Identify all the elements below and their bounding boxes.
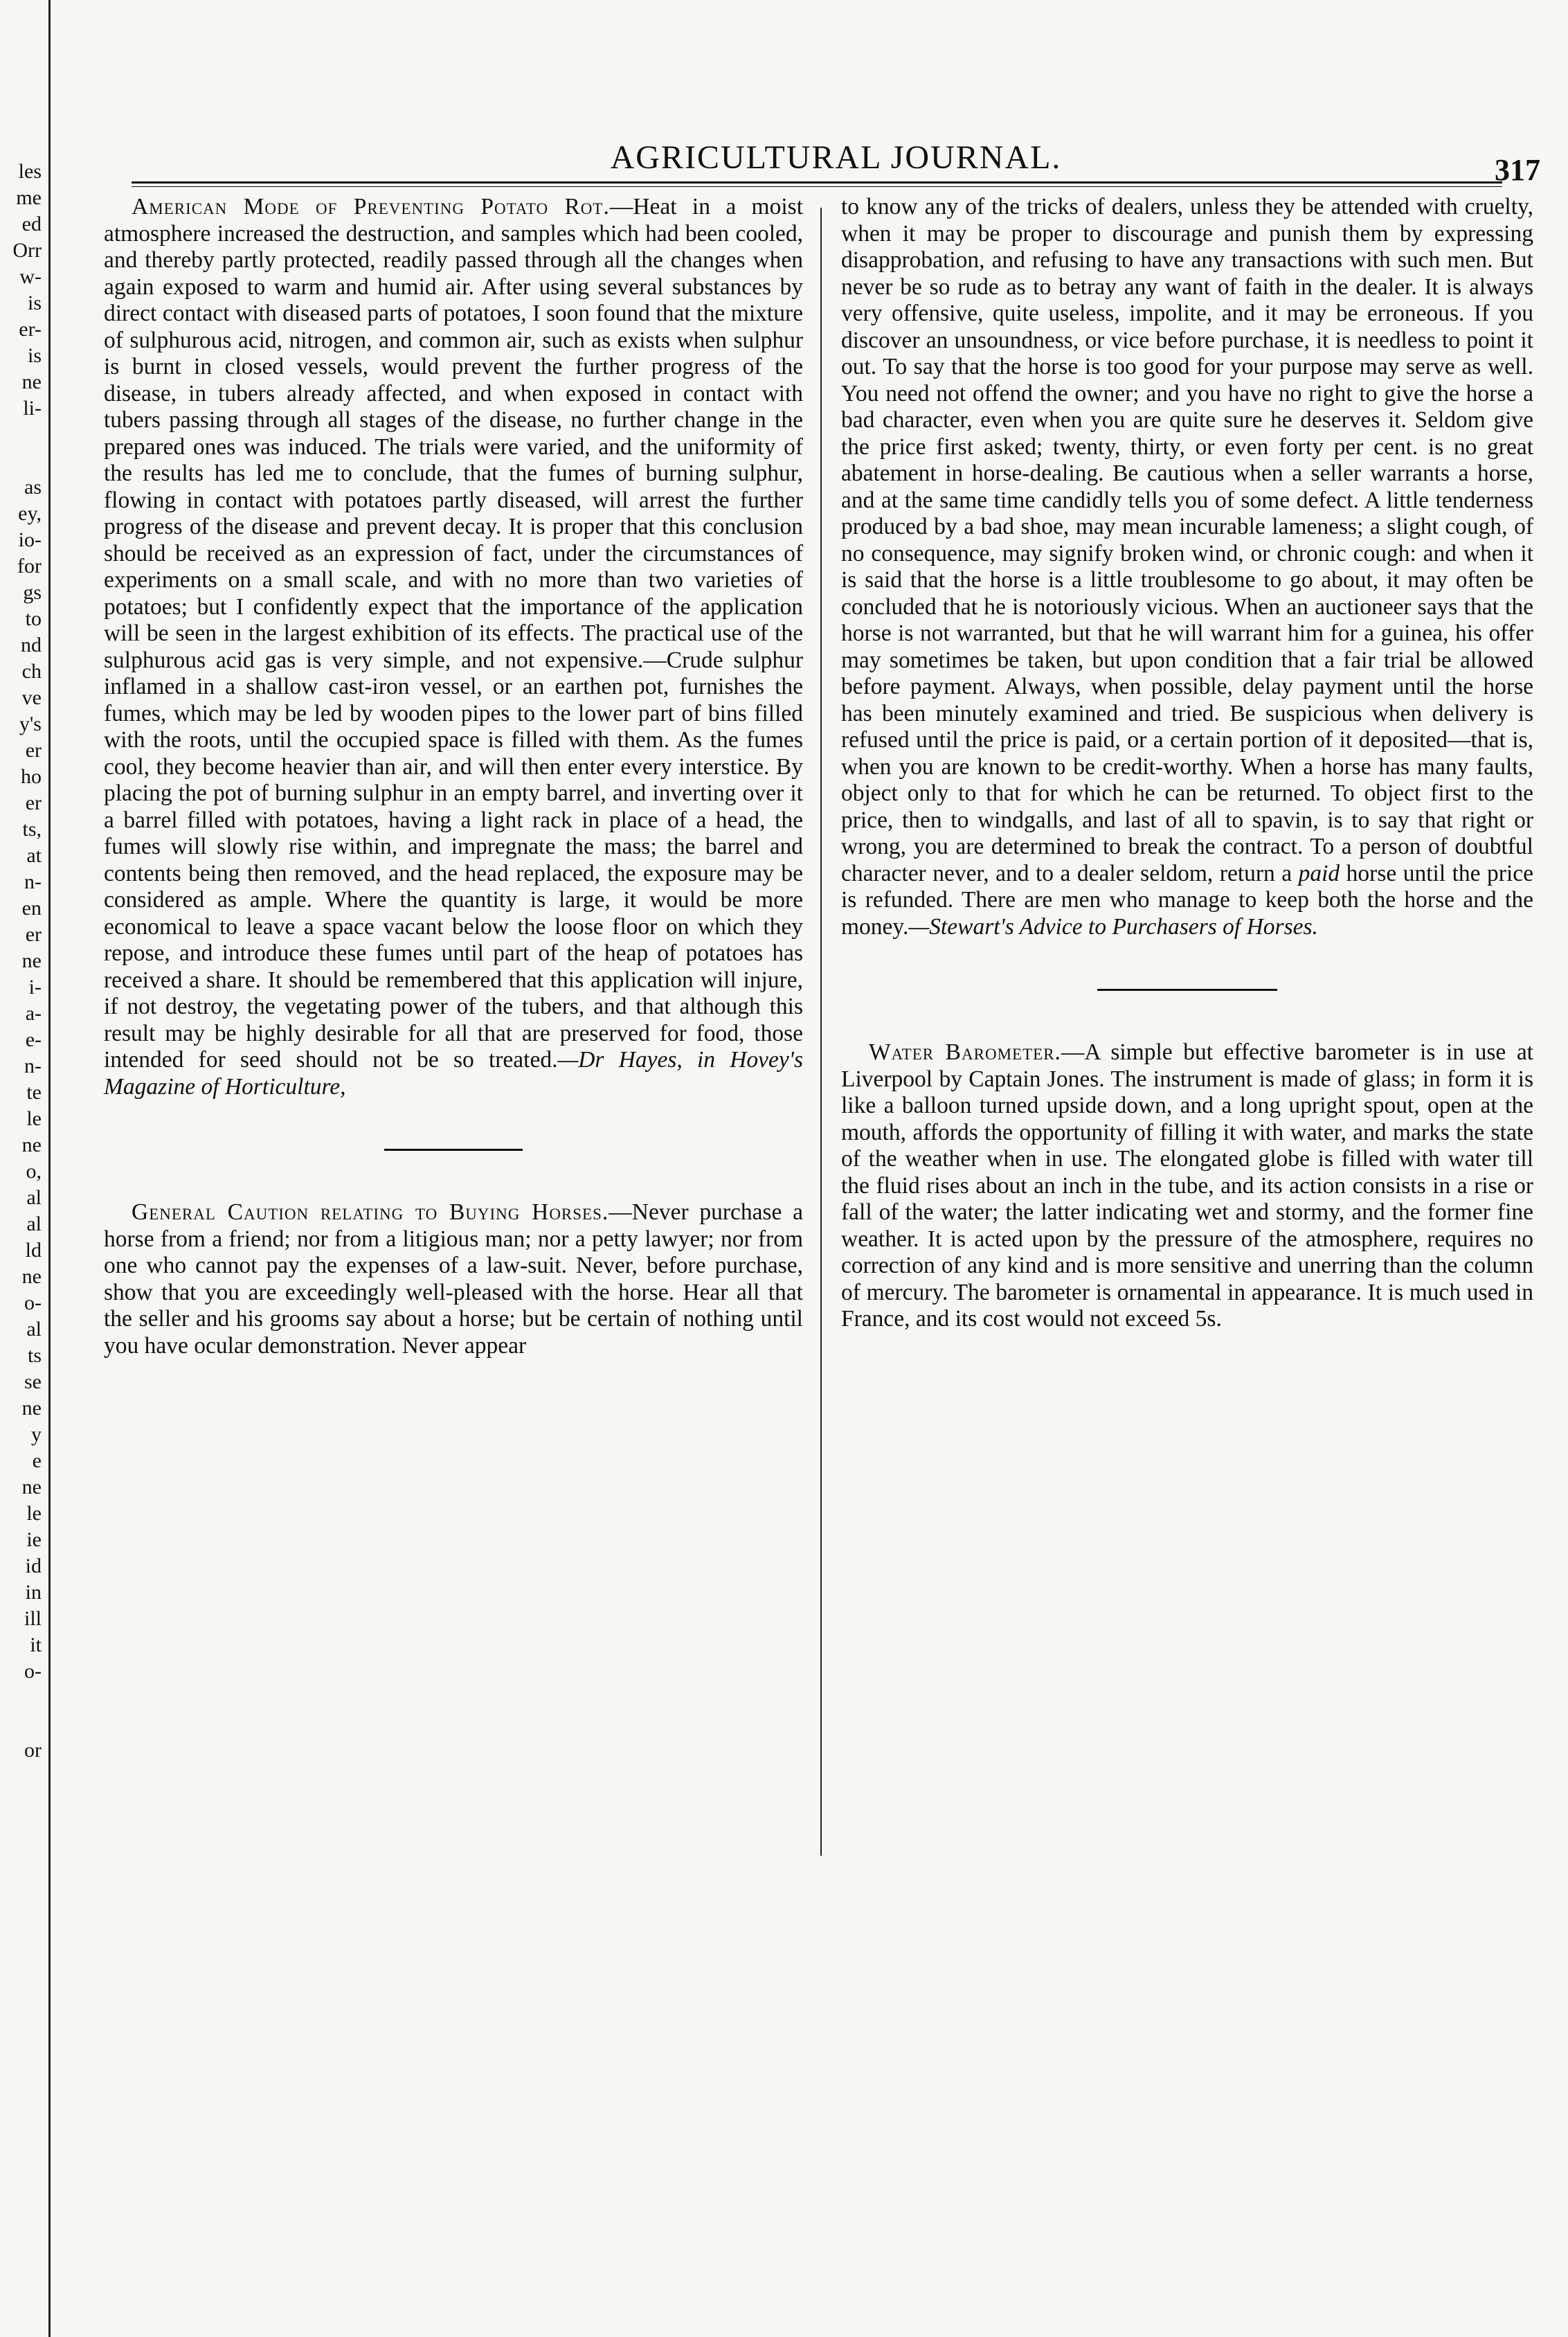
margin-fragment: le xyxy=(26,1107,42,1130)
margin-fragment: it xyxy=(30,1633,42,1656)
margin-fragment: at xyxy=(26,844,42,867)
margin-fragment: gs xyxy=(23,581,42,604)
margin-fragment: ho xyxy=(21,765,42,788)
margin-fragment: ne xyxy=(21,1397,42,1420)
margin-fragment: ne xyxy=(21,1134,42,1156)
margin-fragment: i- xyxy=(28,976,42,999)
margin-fragment: o, xyxy=(26,1160,42,1183)
margin-fragment: is xyxy=(27,292,42,314)
margin-fragment: er xyxy=(25,923,42,946)
article-title: American Mode of Preventing Potato Rot. xyxy=(132,194,610,220)
margin-fragment: e- xyxy=(25,1028,42,1051)
margin-fragment: y xyxy=(31,1423,42,1446)
margin-fragment: ie xyxy=(26,1528,42,1551)
article-body: —A simple but effective barometer is in use at Liverpool by Captain Jones. The instrument is made of glass; in form it is like a balloon turned upside down, and a long upright spout, open at the mouth, affords the opportunity of filling it with water, and marks the state of the weather when in use. The elongated globe is filled with water till the fluid rises about an inch in the tube, and its action consists in a rise or fall of the water; the latter indicating wet and stormy, and the former fine weather. It is acted upon by the pressure of the atmosphere, requires no correction of any kind and is more sensitive and unerring than the column of mercury. The barometer is ornamental in appearance. It is much used in France, and its cost would not exceed 5s. xyxy=(841,1039,1533,1332)
margin-fragment: li- xyxy=(23,397,42,420)
margin-fragment: nd xyxy=(21,634,42,656)
article-attribution: —Stewart's Advice to Purchasers of Horses. xyxy=(908,913,1318,940)
margin-fragment: y's xyxy=(19,713,42,735)
margin-fragment xyxy=(0,449,42,475)
left-column xyxy=(104,194,803,1359)
margin-fragment xyxy=(0,1685,42,1712)
italic-word: paid xyxy=(1298,860,1340,886)
margin-fragment xyxy=(0,422,42,449)
margin-fragment: ne xyxy=(21,949,42,972)
margin-fragment: is xyxy=(27,344,42,367)
margin-fragment: ld xyxy=(25,1239,42,1262)
margin-fragment: n- xyxy=(24,870,42,893)
margin-fragment: o- xyxy=(24,1660,42,1683)
margin-fragment: le xyxy=(26,1502,42,1525)
margin-fragment: w- xyxy=(19,265,42,288)
margin-fragment: or xyxy=(24,1739,42,1762)
adjacent-page-edge xyxy=(0,0,51,2337)
margin-fragment: n- xyxy=(24,1055,42,1077)
article-water-barometer xyxy=(841,1039,1533,1333)
margin-fragment: io- xyxy=(18,528,42,551)
article-title: Water Barometer. xyxy=(869,1039,1061,1065)
article-attribution: —Dr Hayes, in Hovey's Magazine of Horticulture, xyxy=(104,1047,803,1100)
margin-fragment xyxy=(0,1712,42,1738)
margin-fragment: in xyxy=(25,1581,42,1604)
margin-fragment: id xyxy=(25,1555,42,1577)
margin-fragment: ch xyxy=(21,660,42,683)
margin-fragment: les xyxy=(18,160,42,183)
margin-fragment: al xyxy=(26,1186,42,1209)
article-body: to know any of the tricks of dealers, unless they be attended with cruelty, when it may be proper to discourage and punish them by expressing disapprobation, and refusing to have any transactions with such men. But never be so rude as to betray any want of faith in the dealer. It is always very offensive, quite useless, impolite, and it may be erroneous. If you discover an unsoundness, or vice before purchase, it is needless to point it out. To say that the horse is too good for your purpose may serve as well. You need not offend the owner; and you have no right to give the horse a bad character, even when you are quite sure he deserves it. Seldom give the price first asked; twenty, thirty, or even forty per cent. is no great abatement in horse-dealing. Be cautious when a seller warrants a horse, and at the same time candidly tells you of some defect. A little tenderness produced by a bad shoe, may mean incurable lameness; a slight cough, of no consequence, may signify broken wind, or chronic cough: and when it is said that the horse is a little troublesome to go about, it may often be concluded that he is notoriously vicious. When an auctioneer says that the horse is not warranted, but that he will warrant him for a guinea, his offer may sometimes be taken, but upon condition that a fair trial be allowed before payment. Always, when possible, delay payment until the horse has been minutely examined and tried. Be suspicious when delivery is refused until the price is paid, or a certain portion of it deposited—that is, when you are known to be credit-worthy. When a horse has many faults, object only to that for which he can be returned. To object first to the price, then to windgalls, and last of all to spavin, is to say that right or wrong, you are determined to break the contract. To a person of doubtful character never, and to a dealer seldom, return a xyxy=(841,194,1533,886)
margin-fragment: al xyxy=(26,1212,42,1235)
margin-fragment: me xyxy=(16,186,42,209)
column-divider xyxy=(820,208,822,1856)
margin-fragment: ts, xyxy=(22,818,42,841)
margin-fragment: ne xyxy=(21,1265,42,1288)
margin-fragment: o- xyxy=(24,1291,42,1314)
article-body: —Heat in a moist atmosphere increased the destruction, and samples which had been cooled, and thereby partly protected, readily passed through all the changes when again exposed to warm and humid air. After using several substances by direct contact with diseased parts of potatoes, I soon found that the mixture of sulphurous acid, nitrogen, and common air, such as exists when sulphur is burnt in closed vessels, would prevent the further progress of the disease, in tubers already affected, and when exposed in contact with tubers passing through all stages of the disease, no further change in the prepared ones was induced. The trials were varied, and the uniformity of the results has led me to conclude, that the fumes of burning sulphur, flowing in contact with potatoes partly diseased, will arrest the further progress of the disease and prevent decay. It is proper that this conclusion should be received as an expression of fact, under the circumstances of experiments on a small scale, and with no more than two varieties of potatoes; but I confidently expect that the importance of the application will be seen in the largest exhibition of its effects. The practical use of the sulphurous acid gas is very simple, and not expensive.—Crude sulphur inflamed in a shallow cast-iron vessel, or an earthen pot, furnishes the fumes, which may be led by wooden pipes to the lower part of bins filled with the roots, until the occupied space is filled with them. As the fumes cool, they become heavier than air, and will then enter every interstice. By placing the pot of burning sulphur in an empty barrel, and inverting over it a barrel filled with potatoes, having a light rack in place of a head, the fumes will slowly rise within, and impregnate the mass; the barrel and contents being then removed, and the head replaced, the exposure may be considered as ample. Where the quantity is large, it would be more economical to leave a space vacant below the loose floor on which they repose, and introduce these fumes until part of the heap of potatoes has received a share. It should be remembered that this application will injure, if not destroy, the vegetating power of the tubers, and that although this result may be highly desirable for all that are preserved for food, those intended for seed should not be so treated. xyxy=(104,194,804,1073)
article-body-end: horse until the price is refunded. There are men who manage to keep both the horse and the money. xyxy=(841,860,1533,940)
article-buying-horses xyxy=(104,1199,803,1359)
margin-fragment: ve xyxy=(21,686,42,709)
margin-fragment: ill xyxy=(24,1607,42,1630)
margin-fragment: al xyxy=(26,1318,42,1341)
article-title: General Caution relating to Buying Horses. xyxy=(132,1199,609,1225)
margin-fragment: ts xyxy=(27,1344,42,1367)
right-column xyxy=(841,194,1533,1333)
page-number: 317 xyxy=(1495,153,1540,187)
margin-fragment: te xyxy=(26,1081,42,1104)
margin-fragment: er xyxy=(25,791,42,814)
margin-fragment: for xyxy=(17,555,42,577)
header-rule xyxy=(132,181,1502,187)
margin-fragment: Orr xyxy=(12,239,42,262)
margin-fragment: ne xyxy=(21,1476,42,1498)
margin-fragment: as xyxy=(24,476,42,499)
margin-fragment: se xyxy=(24,1370,42,1393)
article-buying-horses-continued xyxy=(841,194,1533,940)
margin-fragment: er- xyxy=(19,318,42,341)
article-separator xyxy=(384,1149,523,1151)
running-head: AGRICULTURAL JOURNAL. xyxy=(610,139,1062,176)
article-body: —Never purchase a horse from a friend; nor from a litigious man; nor a petty lawyer; nor from one who cannot pay the expenses of a law-suit. Never, before purchase, show that you are exceedingly well-pleased with the horse. Hear all that the seller and his grooms say about a horse; but be certain of nothing until you have ocular demonstration. Never appear xyxy=(104,1199,803,1359)
margin-fragment: to xyxy=(25,607,42,630)
adjacent-page-text xyxy=(0,159,42,1764)
margin-fragment: ne xyxy=(21,370,42,393)
margin-fragment: ey, xyxy=(18,502,42,525)
article-potato-rot xyxy=(104,194,803,1100)
margin-fragment: ed xyxy=(21,213,42,235)
margin-fragment: e xyxy=(32,1449,42,1472)
article-separator xyxy=(1097,989,1277,991)
margin-fragment: en xyxy=(21,897,42,920)
margin-fragment: er xyxy=(25,739,42,762)
margin-fragment: a- xyxy=(25,1002,42,1025)
